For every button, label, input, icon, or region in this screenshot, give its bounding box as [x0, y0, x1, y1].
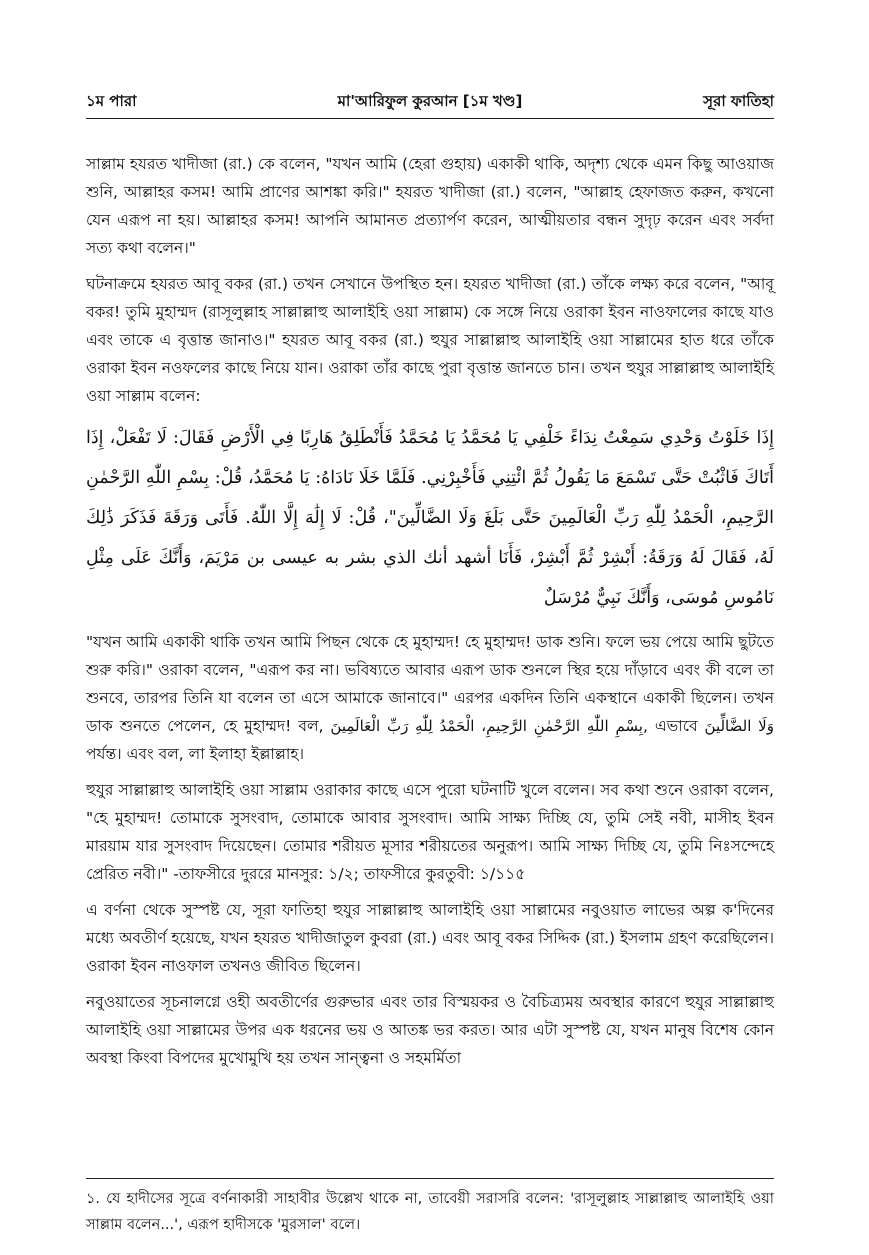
surah-name: সূরা ফাতিহা	[703, 92, 774, 110]
book-title: মা'আরিফুল কুরআন [১ম খণ্ড]	[337, 92, 523, 110]
arabic-hadith-quote: إِذَا خَلَوْتُ وَحْدِي سَمِعْتُ نِدَاءً خَلْفِي يَا مُحَمَّدُ يَا مُحَمَّدُ فَأَنْطَلِقُ هَارِبًا فِي الْأَرْضِ فَقَالَ: لَا تَفْعَلْ، إِذَا أَتَاكَ فَاثْبُتْ حَتَّى تَسْمَعَ مَا يَقُولُ ثُمَّ ائْتِنِي فَأَخْبِرْنِي. فَلَمَّا خَلَا نَادَاهُ: يَا مُحَمَّدُ، قُلْ: بِسْمِ اللّٰهِ الرَّحْمٰنِ الرَّحِيمِ، الْحَمْدُ لِلّٰهِ رَبِّ الْعَالَمِينَ حَتَّى بَلَغَ وَلَا الضَّالِّينَ"، قُلْ: لَا إِلَٰهَ إِلَّا اللّٰهُ. فَأَتَى وَرَقَةَ فَذَكَرَ ذَٰلِكَ لَهُ، فَقَالَ لَهُ وَرَقَةُ: أَبْشِرْ ثُمَّ أَبْشِرْ، فَأَنَا أشهد أنك الذي بشر به عيسى بن مَرْيَمَ، وَأَنَّكَ عَلَى مِثْلِ نَامُوسِ مُوسَى، وَأَنَّكَ نَبِيٌّ مُرْسَلٌ	[86, 428, 774, 608]
main-text	[86, 150, 774, 1080]
paragraph-5: এ বর্ণনা থেকে সুস্পষ্ট যে, সূরা ফাতিহা হুযুর সাল্লাল্লাহু আলাইহি ওয়া সাল্লামের নবুওয়াত লাভের অল্প ক'দিনের মধ্যে অবতীর্ণ হয়েছে, যখন হযরত খাদীজাতুল কুবরা (রা.) এবং আবূ বকর সিদ্দিক (রা.) ইসলাম গ্রহণ করেছিলেন। ওরাকা ইবন নাওফাল তখনও জীবিত ছিলেন।	[86, 901, 774, 975]
paragraph-1: সাল্লাম হযরত খাদীজা (রা.) কে বলেন, "যখন আমি (হেরা গুহায়) একাকী থাকি, অদৃশ্য থেকে এমন কিছু আওয়াজ শুনি, আল্লাহর কসম! আমি প্রাণের আশঙ্কা করি।" হযরত খাদীজা (রা.) বলেন, "আল্লাহ হেফাজত করুন, কখনো যেন এরূপ না হয়। আল্লাহর কসম! আপনি আমানত প্রত্যার্পণ করেন, আত্মীয়তার বন্ধন সুদৃঢ় করেন এবং সর্বদা সত্য কথা বলেন।"	[86, 155, 774, 257]
paragraph-2: ঘটনাক্রমে হযরত আবূ বকর (রা.) তখন সেখানে উপস্থিত হন। হযরত খাদীজা (রা.) তাঁকে লক্ষ্য করে বলেন, "আবূ বকর! তুমি মুহাম্মদ (রাসূলুল্লাহ সাল্লাল্লাহু আলাইহি ওয়া সাল্লাম) কে সঙ্গে নিয়ে ওরাকা ইবন নাওফালের কাছে যাও এবং তাকে এ বৃত্তান্ত জানাও।" হযরত আবূ বকর (রা.) হুযুর সাল্লাল্লাহু আলাইহি ওয়া সাল্লামের হাত ধরে তাঁকে ওরাকা ইবন নওফলের কাছে নিয়ে যান। ওরাকা তাঁর কাছে পুরা বৃত্তান্ত জানতে চান। তখন হুযুর সাল্লাল্লাহু আলাইহি ওয়া সাল্লাম বলেন:	[86, 275, 774, 405]
running-header	[86, 90, 774, 114]
paragraph-3	[86, 628, 774, 768]
paragraph-4: হুযুর সাল্লাল্লাহু আলাইহি ওয়া সাল্লাম ওরাকার কাছে এসে পুরো ঘটনাটি খুলে বলেন। সব কথা শুনে ওরাকা বলেন, "হে মুহাম্মদ! তোমাকে সুসংবাদ, তোমাকে আবার সুসংবাদ। আমি সাক্ষ্য দিচ্ছি যে, তুমি সেই নবী, মাসীহ ইবন মারয়াম যার সুসংবাদ দিয়েছেন। তোমার শরীয়ত মূসার শরীয়তের অনুরূপ। আমি সাক্ষ্য দিচ্ছি যে, তুমি নিঃসন্দেহে প্রেরিত নবী।" -তাফসীরে দুররে মানসুর: ১/২; তাফসীরে কুরতুবী: ১/১১৫	[86, 781, 774, 883]
footnote: ১. যে হাদীসের সূত্রে বর্ণনাকারী সাহাবীর উল্লেখ থাকে না, তাবেয়ী সরাসরি বলেন: 'রাসূলুল্লাহ সাল্লাল্লাহু আলাইহি ওয়া সাল্লাম বলেন...', এরূপ হাদীসকে 'মুরসাল' বলে।	[86, 1191, 774, 1233]
header-divider	[86, 118, 774, 119]
paragraph-3-text-c: পর্যন্ত। এবং বল, লা ইলাহা ইল্লাল্লাহ।	[86, 745, 305, 763]
inline-arabic-basmala: بِسْمِ اللّٰهِ الرَّحْمٰنِ الرَّحِيمِ، الْحَمْدُ لِلّٰهِ رَبِّ الْعَالَمِينَ	[330, 717, 643, 735]
paragraph-3-text-a: "যখন আমি একাকী থাকি তখন আমি পিছন থেকে হে মুহাম্মদ! হে মুহাম্মদ! ডাক শুনি। ফলে ভয় পেয়ে আমি ছুটতে শুরু করি।" ওরাকা বলেন, "এরূপ কর না। ভবিষ্যতে আবার এরূপ ডাক শুনলে স্থির হয়ে দাঁড়াবে এবং কী বলে তা শুনবে, তারপর তিনি যা বলেন তা এসে আমাকে জানাবে।" এরপর একদিন তিনি একস্থানে একাকী ছিলেন। তখন ডাক শুনতে পেলেন, হে মুহাম্মদ! বল,	[86, 633, 774, 735]
paragraph-3-text-b: , এভাবে	[642, 717, 698, 735]
paragraph-6: নবুওয়াতের সূচনালগ্নে ওহী অবতীর্ণের গুরুভার এবং তার বিস্ময়কর ও বৈচিত্র্যময় অবস্থার কারণে হুযুর সাল্লাল্লাহু আলাইহি ওয়া সাল্লামের উপর এক ধরনের ভয় ও আতঙ্ক ভর করত। আর এটা সুস্পষ্ট যে, যখন মানুষ বিশেষ কোন অবস্থা কিংবা বিপদের মুখোমুখি হয় তখন সান্ত্বনা ও সহমর্মিতা	[86, 993, 774, 1067]
inline-arabic-dallin: وَلَا الضَّالِّينَ	[704, 717, 774, 735]
para-number: ১ম পারা	[86, 92, 137, 110]
footnote-divider	[86, 1178, 774, 1179]
